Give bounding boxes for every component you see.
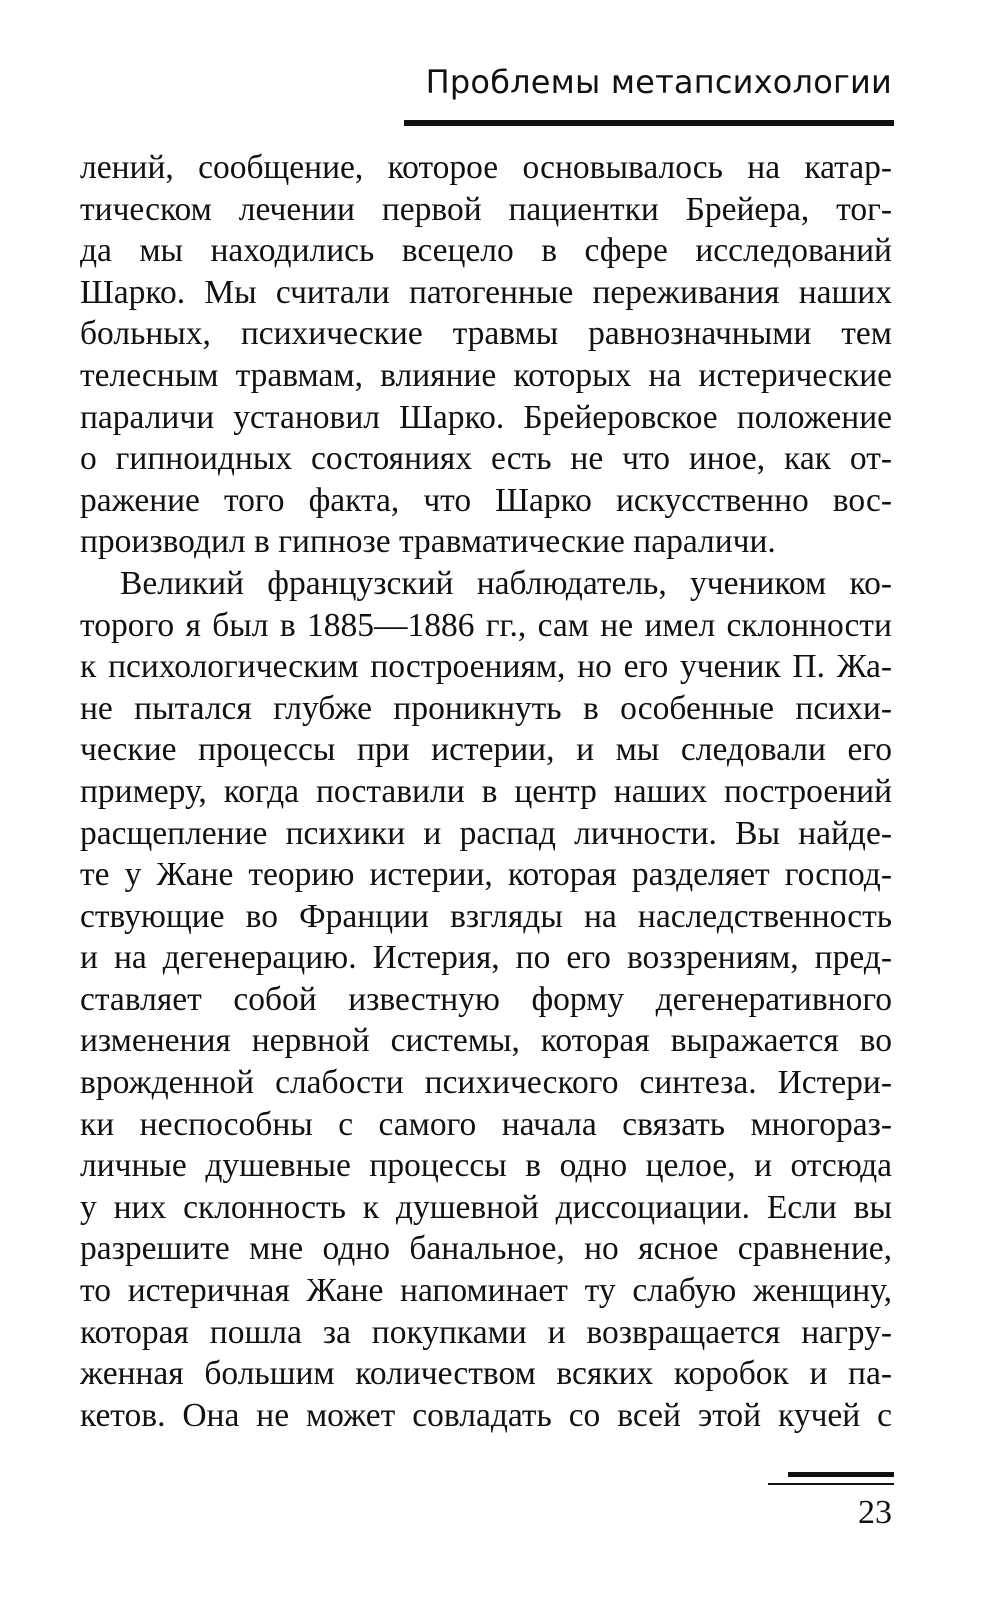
running-header: Проблемы метапсихологии: [425, 63, 892, 101]
text-line: ки неспособны с самого начала связать многораз-: [80, 1105, 892, 1143]
text-line: изменения нервной системы, которая выражается во: [80, 1022, 892, 1060]
text-line: у них склонность к душевной диссоциации. Если вы: [80, 1188, 892, 1226]
footer-rule: [788, 1472, 894, 1477]
text-line: примеру, когда поставили в центр наших построений: [80, 772, 892, 810]
text-line: больных, психические травмы равнозначными тем: [80, 315, 892, 353]
text-line: ческие процессы при истерии, и мы следовали его: [80, 731, 892, 769]
text-line: женная большим количеством всяких коробок и па-: [80, 1355, 892, 1393]
paragraph-start-line: Великий французский наблюдатель, учеником ко-: [120, 564, 892, 602]
text-line: личные душевные процессы в одно целое, и отсюда: [80, 1147, 892, 1185]
body-text: [80, 147, 892, 1436]
text-line: тическом лечении первой пациентки Брейера, тог-: [80, 190, 892, 228]
footer-rule-thin: [768, 1483, 894, 1485]
text-line: к психологическим построениям, но его ученик П. Жа-: [80, 648, 892, 686]
text-line: торого я был в 1885—1886 гг., сам не имел склонности: [80, 606, 892, 644]
text-line: которая пошла за покупками и возвращается нагру-: [80, 1313, 892, 1351]
text-line: расщепление психики и распад личности. Вы найде-: [80, 814, 892, 852]
text-line: ствующие во Франции взгляды на наследственность: [80, 897, 892, 935]
text-line: телесным травмам, влияние которых на истерические: [80, 356, 892, 394]
text-line: параличи установил Шарко. Брейеровское положение: [80, 398, 892, 436]
header-rule: [404, 120, 894, 126]
text-line: те у Жане теорию истерии, которая разделяет господ-: [80, 856, 892, 894]
text-line: да мы находились всецело в сфере исследований: [80, 232, 892, 270]
text-line: кетов. Она не может совладать со всей этой кучей с: [80, 1396, 892, 1434]
text-line: то истеричная Жане напоминает ту слабую женщину,: [80, 1272, 892, 1310]
text-line: врожденной слабости психического синтеза. Истери-: [80, 1064, 892, 1102]
paragraph-end-line: производил в гипнозе травматические параличи.: [80, 523, 776, 561]
text-line: о гипноидных состояниях есть не что иное, как от-: [80, 440, 892, 478]
text-line: и на дегенерацию. Истерия, по его воззрениям, пред-: [80, 939, 892, 977]
text-line: Шарко. Мы считали патогенные переживания наших: [80, 273, 892, 311]
text-line: ражение того факта, что Шарко искусственно вос-: [80, 481, 892, 519]
text-line: не пытался глубже проникнуть в особенные психи-: [80, 689, 892, 727]
page-number: 23: [858, 1494, 892, 1531]
text-line: лений, сообщение, которое основывалось на катар-: [80, 149, 892, 186]
text-line: ставляет собой известную форму дегенеративного: [80, 980, 892, 1018]
text-line: разрешите мне одно банальное, но ясное сравнение,: [80, 1230, 892, 1268]
